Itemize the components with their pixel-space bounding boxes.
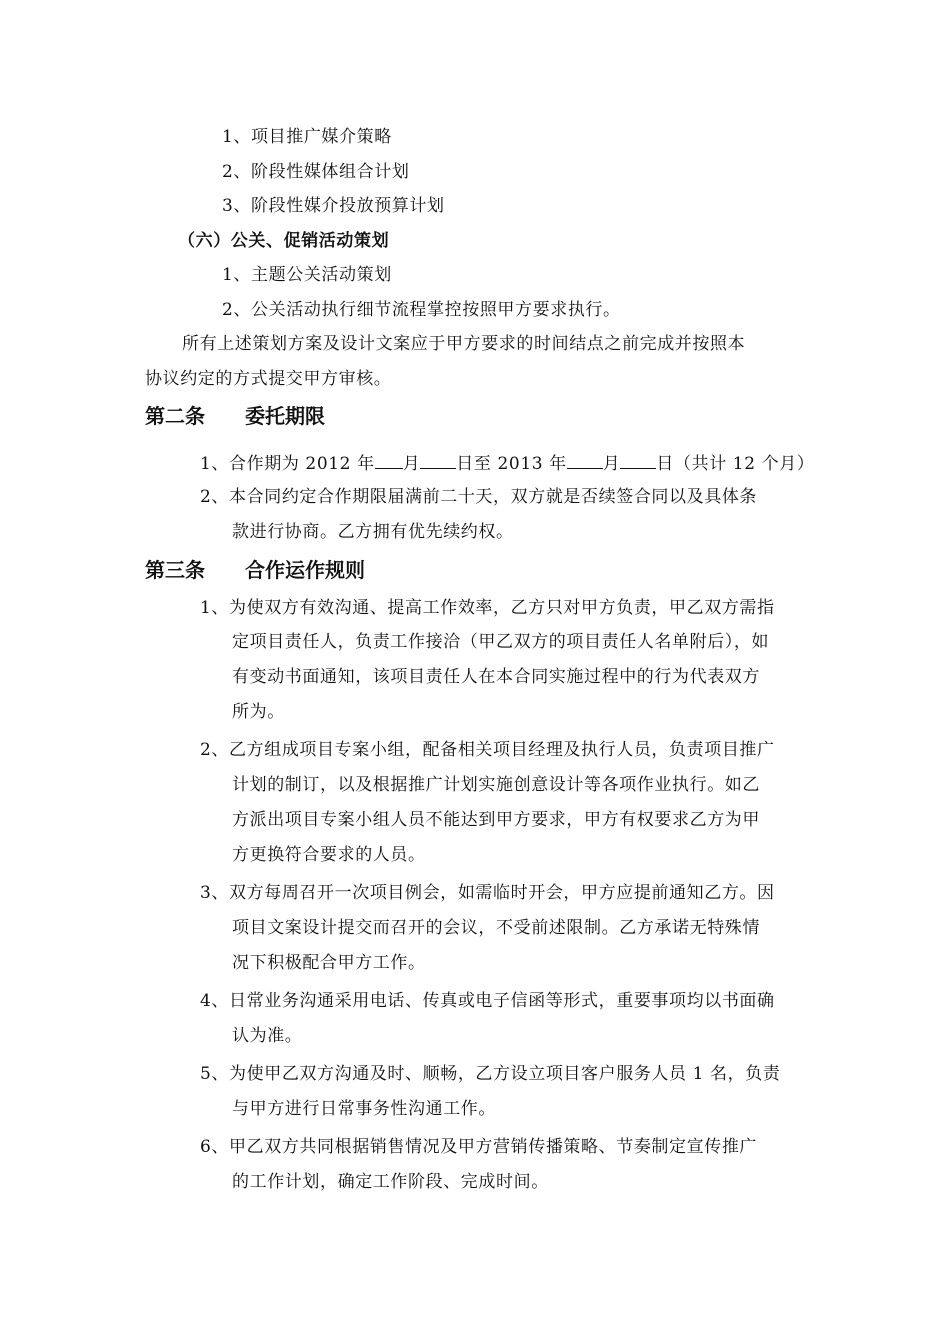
- blank-month-start: [375, 450, 403, 469]
- article-3-number: 第三条: [145, 558, 205, 582]
- rule-2-line-3: 方派出项目专案小组人员不能达到甲方要求，甲方有权要求乙方为甲: [232, 810, 760, 830]
- summary-line-2: 协议约定的方式提交甲方审核。: [145, 369, 392, 389]
- rule-2-line-2: 计划的制订，以及根据推广计划实施创意设计等各项作业执行。如乙: [232, 775, 760, 795]
- blank-day-start: [420, 450, 456, 469]
- rule-1-line-4: 所为。: [232, 702, 285, 722]
- blank-day-end: [620, 450, 656, 469]
- media-item-1: 1、项目推广媒介策略: [222, 127, 392, 147]
- term-item-1: 1、合作期为 2012 年 月 日至 2013 年 月 日（共计 12 个月）: [200, 450, 814, 476]
- pr-item-1: 1、主题公关活动策划: [222, 265, 392, 285]
- rule-1-line-3: 有变动书面通知，该项目责任人在本合同实施过程中的行为代表双方: [232, 667, 760, 687]
- rule-3-line-2: 项目文案设计提交而召开的会议，不受前述限制。乙方承诺无特殊情: [232, 918, 760, 938]
- blank-month-end: [567, 450, 603, 469]
- rule-6-line-2: 的工作计划，确定工作阶段、完成时间。: [232, 1172, 549, 1192]
- term-item-2-line-2: 款进行协商。乙方拥有优先续约权。: [232, 522, 514, 542]
- rule-5-line-1: 5、为使甲乙双方沟通及时、顺畅，乙方设立项目客户服务人员 1 名，负责: [200, 1064, 781, 1084]
- article-2-heading: [145, 403, 325, 429]
- media-item-3: 3、阶段性媒介投放预算计划: [222, 196, 445, 216]
- rule-5-line-2: 与甲方进行日常事务性沟通工作。: [232, 1099, 496, 1119]
- rule-1-line-2: 定项目责任人，负责工作接洽（甲乙双方的项目责任人名单附后），如: [232, 632, 770, 652]
- pr-item-2: 2、公关活动执行细节流程掌控按照甲方要求执行。: [222, 300, 621, 320]
- rule-4-line-2: 认为准。: [232, 1026, 303, 1046]
- rule-2-line-4: 方更换符合要求的人员。: [232, 845, 426, 865]
- article-2-title: 委托期限: [245, 404, 325, 428]
- summary-line-1: 所有上述策划方案及设计文案应于甲方要求的时间结点之前完成并按照本: [182, 334, 746, 354]
- rule-2-line-1: 2、乙方组成项目专案小组，配备相关项目经理及执行人员，负责项目推广: [200, 740, 775, 760]
- section-six-title: （六）公关、促销活动策划: [178, 231, 390, 251]
- rule-6-line-1: 6、甲乙双方共同根据销售情况及甲方营销传播策略、节奏制定宣传推广: [200, 1137, 758, 1157]
- rule-3-line-1: 3、双方每周召开一次项目例会，如需临时开会，甲方应提前通知乙方。因: [200, 883, 775, 903]
- rule-3-line-3: 况下积极配合甲方工作。: [232, 953, 426, 973]
- rule-1-line-1: 1、为使双方有效沟通、提高工作效率，乙方只对甲方负责，甲乙双方需指: [200, 598, 775, 618]
- article-3-title: 合作运作规则: [245, 558, 365, 582]
- media-item-2: 2、阶段性媒体组合计划: [222, 162, 410, 182]
- article-2-number: 第二条: [145, 404, 205, 428]
- rule-4-line-1: 4、日常业务沟通采用电话、传真或电子信函等形式，重要事项均以书面确: [200, 991, 775, 1011]
- article-3-heading: [145, 557, 365, 583]
- term-item-2-line-1: 2、本合同约定合作期限届满前二十天，双方就是否续签合同以及具体条: [200, 487, 758, 507]
